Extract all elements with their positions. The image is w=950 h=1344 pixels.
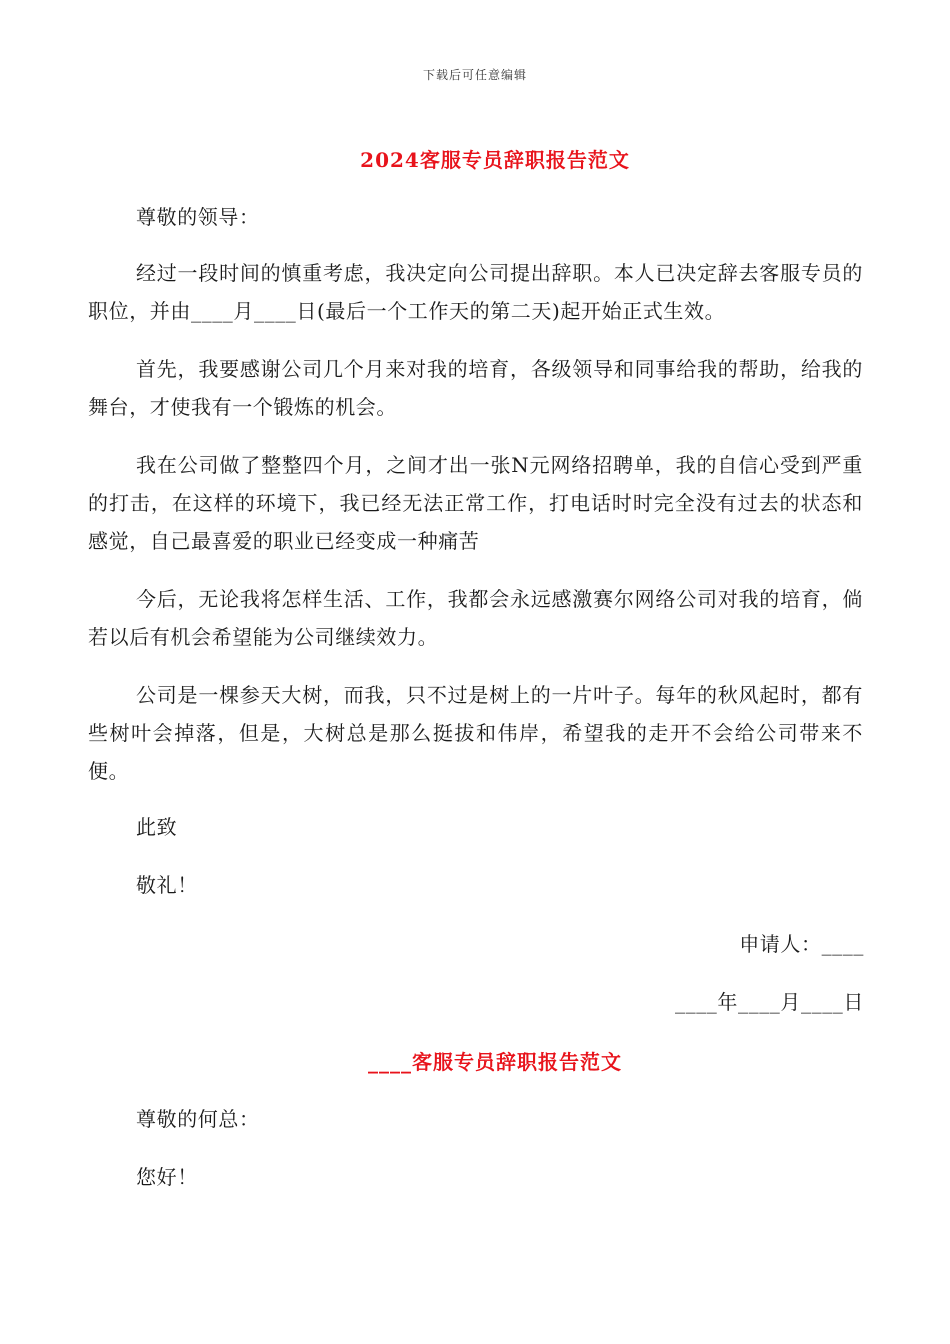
letter1-title: 2024客服专员辞职报告范文 — [360, 148, 630, 172]
letter1-paragraph-3: 我在公司做了整整四个月，之间才出一张N元网络招聘单，我的自信心受到严重的打击，在这样的环境下，我已经无法正常工作，打电话时时完全没有过去的状态和感觉，自己最喜爱的职业已经变成一种痛苦 — [88, 453, 863, 553]
letter1-paragraph-2: 首先，我要感谢公司几个月来对我的培育，各级领导和同事给我的帮助，给我的舞台，才使我有一个锻炼的机会。 — [88, 357, 863, 419]
letter1-date: ____年____月____日 — [675, 990, 864, 1014]
letter1-salutation: 尊敬的领导： — [136, 205, 260, 229]
header-note: 下载后可任意编辑 — [422, 68, 527, 82]
letter2-salutation: 尊敬的何总： — [136, 1107, 260, 1131]
letter1-applicant: 申请人：____ — [739, 932, 864, 956]
letter1-paragraph-4: 今后，无论我将怎样生活、工作，我都会永远感激赛尔网络公司对我的培育，倘若以后有机会希望能为公司继续效力。 — [88, 587, 863, 649]
letter2-greeting: 您好！ — [136, 1165, 198, 1189]
letter1-closing-2: 敬礼！ — [136, 873, 198, 897]
letter2-title: ____客服专员辞职报告范文 — [368, 1050, 622, 1074]
letter1-paragraph-5: 公司是一棵参天大树，而我，只不过是树上的一片叶子。每年的秋风起时，都有些树叶会掉落，但是，大树总是那么挺拔和伟岸，希望我的走开不会给公司带来不便。 — [88, 683, 863, 783]
letter1-closing-1: 此致 — [136, 815, 178, 839]
letter1-paragraph-1: 经过一段时间的慎重考虑，我决定向公司提出辞职。本人已决定辞去客服专员的职位，并由____月____日(最后一个工作天的第二天)起开始正式生效。 — [88, 261, 863, 323]
